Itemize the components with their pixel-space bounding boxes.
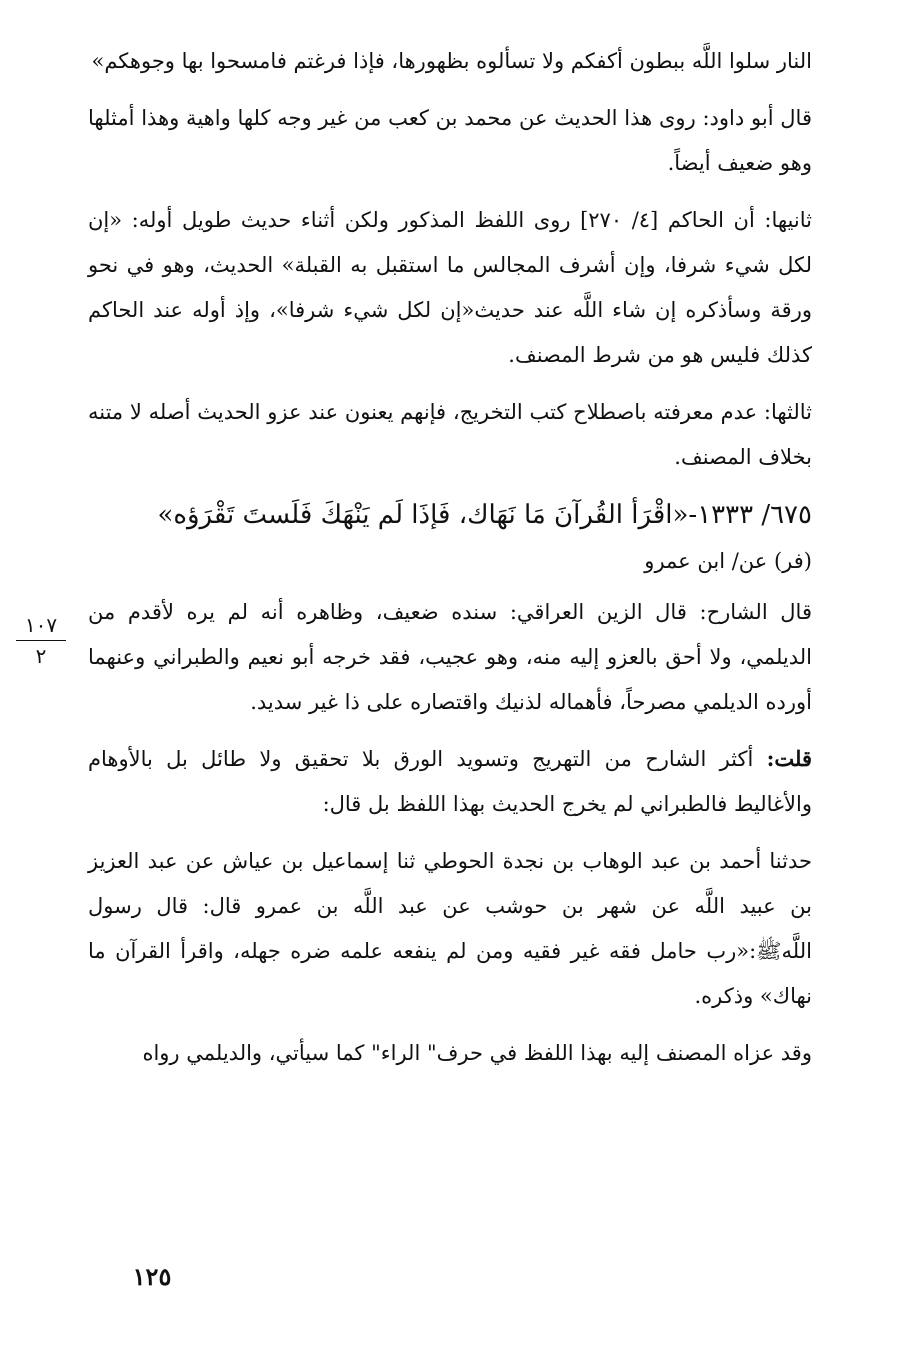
paragraph-6: قلت: أكثر الشارح من التهريج وتسويد الورق بلا تحقيق ولا طائل بل بالأوهام والأغاليط فالطبراني لم يخرج الحديث بهذا اللفظ بل قال:	[88, 746, 812, 816]
main-text	[88, 38, 812, 1087]
page-number: ١٢٥	[132, 1262, 172, 1291]
paragraph-4: ثالثها: عدم معرفته باصطلاح كتب التخريج، فإنهم يعنون عند عزو الحديث أصله لا متنه بخلاف المصنف.	[88, 400, 812, 469]
margin-reference-part: ٢	[35, 644, 47, 668]
paragraph-2: قال أبو داود: روى هذا الحديث عن محمد بن كعب من غير وجه كلها واهية وهذا أمثلها وهو ضعيف أيضاً.	[88, 106, 812, 175]
hadith-source: (فر) عن/ ابن عمرو	[644, 549, 812, 573]
paragraph-8: وقد عزاه المصنف إليه بهذا اللفظ في حرف" الراء" كما سيأتي، والديلمي رواه	[142, 1041, 812, 1065]
paragraph-5: قال الشارح: قال الزين العراقي: سنده ضعيف، وظاهره أنه لم يره لأقدم من الديلمي، ولا أحق بالعزو إليه منه، وهو عجيب، فقد خرجه أبو نعيم والطبراني وعنهما أورده الديلمي مصرحاً، فأهماله لذنيك واقتصاره على ذا غير سديد.	[88, 600, 812, 714]
paragraph-3: ثانيها: أن الحاكم [٤/ ٢٧٠] روى اللفظ المذكور ولكن أثناء حديث طويل أوله: «إن لكل شيء شرفا، وإن أشرف المجالس ما استقبل به القبلة» الحديث، وهو في نحو ورقة وسأذكره إن شاء اللَّه عند حديث«إن لكل شيء شرفا»، وإذ أوله عند الحاكم كذلك فليس هو من شرط المصنف.	[88, 208, 812, 367]
paragraph-7: حدثنا أحمد بن عبد الوهاب بن نجدة الحوطي ثنا إسماعيل بن عياش عن عبد العزيز بن عبيد اللَّه عن شهر بن حوشب عن عبد اللَّه بن عمرو قال: قال رسول اللَّهﷺ:«رب حامل فقه غير فقيه ومن لم ينفعه علمه ضره جهله، واقرأ القرآن ما نهاك» وذكره.	[88, 849, 812, 1008]
paragraph-1: النار سلوا اللَّه ببطون أكفكم ولا تسألوه بظهورها، فإذا فرغتم فامسحوا بها وجوهكم»	[91, 49, 812, 73]
hadith-heading: ٦٧٥/ ١٣٣٣-«اقْرَأ القُرآنَ مَا نَهَاك، فَإذَا لَم يَنْهَكَ فَلَستَ تَقْرَؤه»	[157, 500, 812, 530]
margin-reference	[16, 612, 66, 669]
margin-reference-volume: ١٠٧	[16, 612, 66, 641]
